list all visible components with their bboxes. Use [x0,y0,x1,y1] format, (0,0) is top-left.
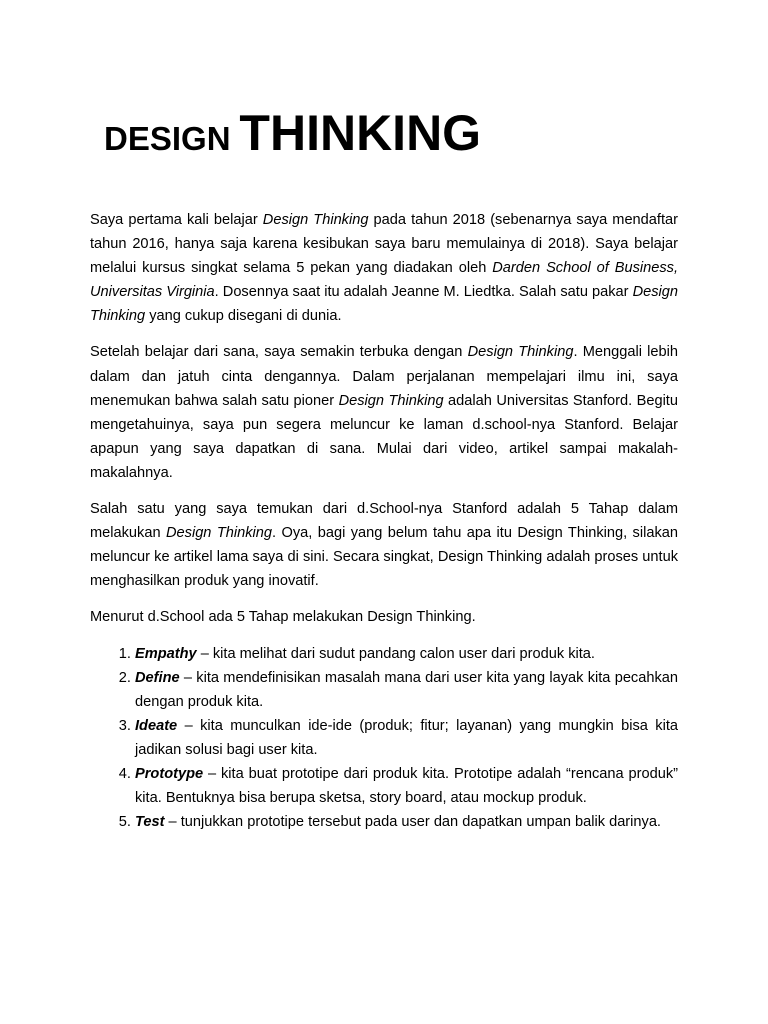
paragraph-1 [90,208,678,328]
step-term: Empathy [135,645,197,662]
title-word-design: DESIGN [104,120,231,157]
list-item [135,810,678,834]
step-term: Test [135,814,165,831]
text-run: Setelah belajar dari sana, saya semakin terbuka dengan [90,344,468,361]
paragraph-3 [90,497,678,593]
paragraph-2 [90,340,678,485]
document-title [104,105,482,161]
paragraph-4: Menurut d.School ada 5 Tahap melakukan Design Thinking. [90,609,476,626]
step-desc: – tunjukkan prototipe tersebut pada user dan dapatkan umpan balik darinya. [164,814,661,831]
steps-list [90,642,678,835]
italic-term: Design Thinking [467,344,574,361]
italic-term: Design Thinking [90,284,679,325]
title-word-thinking: THINKING [239,105,482,161]
step-term: Define [135,669,180,686]
step-desc: – kita buat prototipe dari produk kita. Prototipe adalah “rencana produk” kita. Bentuknya bisa berupa sketsa, story board, atau mockup produk. [135,765,678,807]
step-term: Ideate [135,717,178,734]
document-body [90,208,678,834]
step-term: Prototype [135,765,204,782]
text-run: . Menggali lebih dalam dan jatuh cinta dengannya. Dalam perjalanan mempelajari ilmu ini, saya menemukan bahwa salah satu pioner [90,344,678,409]
italic-term: Design Thinking [262,212,369,228]
italic-term: Darden School of Business, Universitas Virginia [90,260,678,301]
list-item [135,642,678,666]
text-run: Salah satu yang saya temukan dari d.School-nya Stanford adalah 5 Tahap dalam melakukan [90,501,678,542]
list-item [135,666,678,714]
text-run: . Dosennya saat itu adalah Jeanne M. Liedtka. Salah satu pakar [214,284,633,301]
text-run: . Oya, bagi yang belum tahu apa itu Design Thinking, silakan meluncur ke artikel lama saya di sini. Secara singkat, Design Thinking adalah proses untuk menghasilkan produk yang inovatif. [90,525,678,590]
list-item [135,714,678,762]
step-desc: – kita munculkan ide-ide (produk; fitur; layanan) yang mungkin bisa kita jadikan solusi bagi user kita. [135,717,678,758]
italic-term: Design Thinking [338,392,444,409]
step-desc: – kita melihat dari sudut pandang calon user dari produk kita. [196,645,595,662]
text-run: yang cukup disegani di dunia. [145,308,342,325]
text-run: pada tahun 2018 (sebenarnya saya mendaftar tahun 2016, hanya saja karena kesibukan saya baru memulainya di 2018). Saya belajar melalui kursus singkat selama 5 pekan yang diadakan oleh [90,212,678,277]
list-item [135,762,678,810]
step-desc: – kita mendefinisikan masalah mana dari user kita yang layak kita pecahkan dengan produk kita. [135,669,678,710]
text-run: adalah Universitas Stanford. Begitu mengetahuinya, saya pun segera meluncur ke laman d.school-nya Stanford. Belajar apapun yang saya dapatkan di sana. Mulai dari video, artikel sampai makalah-makalahnya. [90,392,678,481]
text-run: Saya pertama kali belajar [90,212,263,228]
italic-term: Design Thinking [166,525,273,542]
